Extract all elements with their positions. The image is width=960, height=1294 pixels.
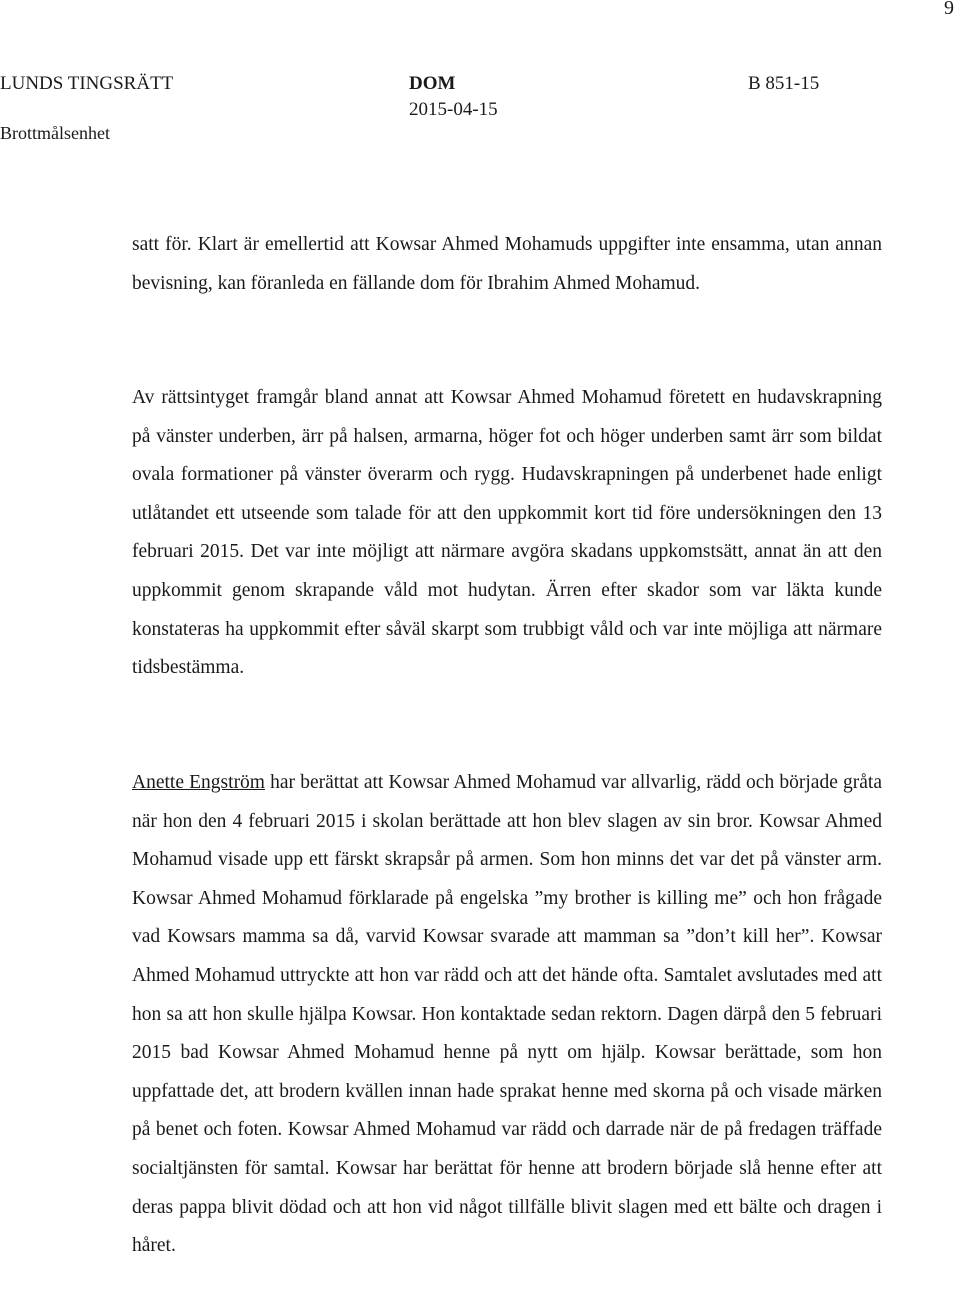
court-unit: Brottmålsenhet <box>0 123 110 143</box>
page-number: 9 <box>944 0 954 19</box>
paragraph-witness-testimony <box>132 764 882 1266</box>
document-type: DOM <box>409 73 456 94</box>
court-name: LUNDS TINGSRÄTT <box>0 73 174 94</box>
document-date: 2015-04-15 <box>409 99 498 120</box>
paragraph-conclusion: satt för. Klart är emellertid att Kowsar Ahmed Mohamuds uppgifter inte ensamma, utan annan bevisning, kan föranleda en fällande dom för Ibrahim Ahmed Mohamud. <box>132 234 882 294</box>
case-number: B 851-15 <box>748 73 820 94</box>
witness-testimony-text: har berättat att Kowsar Ahmed Mohamud var allvarlig, rädd och började gråta när hon den 4 februari 2015 i skolan berättade att hon blev slagen av sin bror. Kowsar Ahmed Mohamud visade upp ett färskt skrapsår på armen. Som hon minns det var det på vänster arm. Kowsar Ahmed Mohamud förklarade på engelska ”my brother is killing me” och hon frågade vad Kowsars mamma sa då, varvid Kowsar svarade att mamman sa ”don’t kill her”. Kowsar Ahmed Mohamud uttryckte att hon var rädd och att det hände ofta. Samtalet avslutades med att hon sa att hon skulle hjälpa Kowsar. Hon kontaktade sedan rektorn. Dagen därpå den 5 februari 2015 bad Kowsar Ahmed Mohamud henne på nytt om hjälp. Kowsar berättade, som hon uppfattade det, att brodern kvällen innan hade sprakat henne med skorna på och visade märken på benet och foten. Kowsar Ahmed Mohamud var rädd och darrade när de på fredagen träffade socialtjänsten för samtal. Kowsar har berättat för henne att brodern började slå henne efter att deras pappa blivit dödad och att hon vid något tillfälle blivit slagen med ett bälte och dragen i håret. <box>132 772 882 1257</box>
paragraph-medical-certificate: Av rättsintyget framgår bland annat att Kowsar Ahmed Mohamud företett en hudavskrapning på vänster underben, ärr på halsen, armarna, höger fot och höger underben samt ärr som bildat ovala formationer på vänster överarm och rygg. Hudavskrapningen på underbenet hade enligt utlåtandet ett utseende som talade för att den uppkommit kort tid före undersökningen den 13 februari 2015. Det var inte möjligt att närmare avgöra skadans uppkomstsätt, annat än att den uppkommit genom skrapande våld mot hudytan. Ärren efter skador som var läkta kunde konstateras ha uppkommit efter såväl skarpt som trubbigt våld och var inte möjliga att närmare tidsbestämma. <box>132 387 882 679</box>
witness-name: Anette Engström <box>132 772 265 793</box>
